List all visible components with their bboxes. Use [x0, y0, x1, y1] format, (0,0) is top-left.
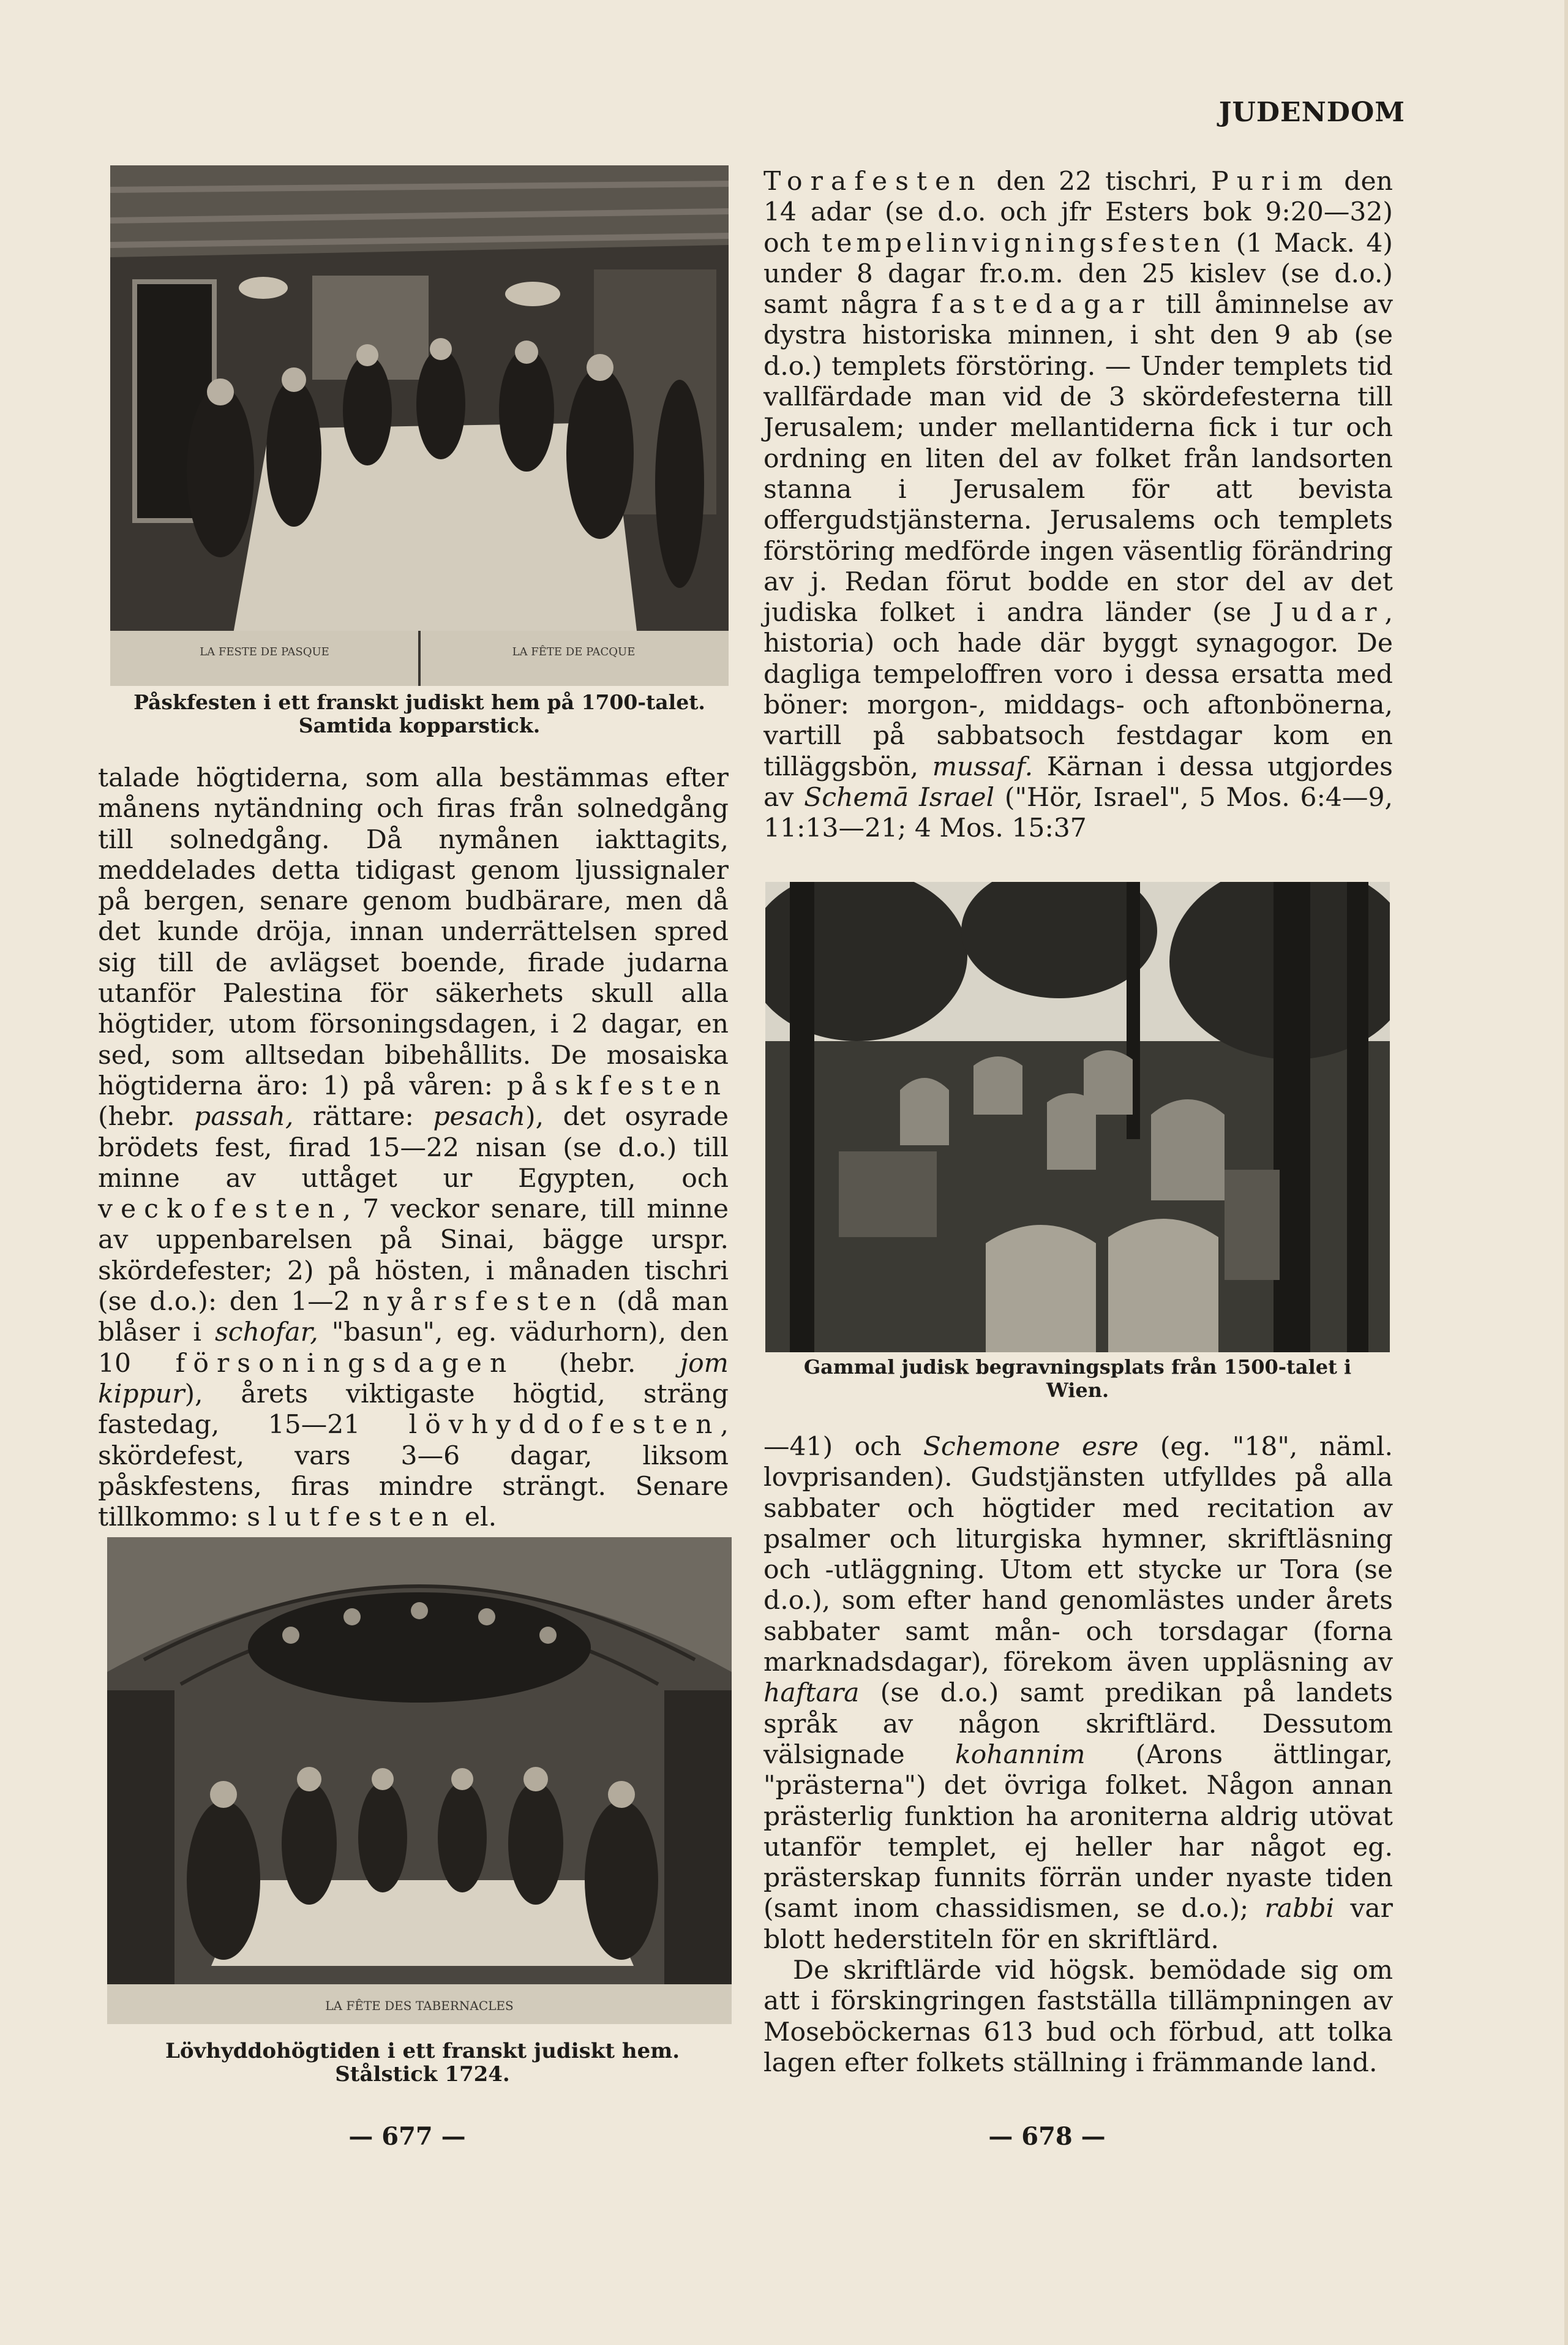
sukkot-engraving	[107, 1537, 732, 2024]
figure2-caption: Lövhyddohögtiden i ett franskt judiskt hem. Stålstick 1724.	[165, 2039, 680, 2087]
plate-inscription: LA FÊTE DES TABERNACLES	[325, 1998, 514, 2013]
left-paragraph: talade högtiderna, som alla bestämmas efter månens nytändning och firas från solnedgång till solnedgång. Då nymånen iakttagits, meddelades detta tidigast genom ljussignaler på bergen, senare genom budbärare, men då det kunde dröja, innan underrättelsen spred sig till de avlägset boende, firade judarna utanför Palestina för säkerhets skull alla högtider, utom försoningsdagen, i 2 dagar, en sed, som alltsedan bibehållits. De mosaiska högtiderna äro: 1) på våren: påskfesten (hebr. passah, rättare: pesach), det osyrade brödets fest, firad 15—22 nisan (se d.o.) till minne av uttåget ur Egypten, och veckofesten, 7 veckor senare, till minne av uppenbarelsen på Sinai, bägge urspr. skördefester; 2) på hösten, i månaden tischri (se d.o.): den 1—2 nyårsfesten (då man blåser i schofar, "basun", eg. vädurhorn), den 10 försoningsdagen (hebr. jom kippur), årets viktigaste högtid, sträng fastedag, 15—21 lövhyddofesten, skördefest, vars 3—6 dagar, liksom påskfestens, firas mindre strängt. Senare tillkommo: slutfesten el.	[98, 763, 729, 1533]
left-column	[98, 763, 729, 1533]
figure1-caption: Påskfesten i ett franskt judiskt hem på 1700-talet. Samtida kopparstick.	[133, 690, 705, 737]
figure3-caption: Gammal judisk begravningsplats från 1500-talet i Wien.	[803, 1355, 1352, 1402]
right-folio: — 678 —	[988, 2122, 1106, 2151]
left-folio: — 677 —	[348, 2122, 466, 2151]
running-head: JUDENDOM	[1218, 97, 1405, 128]
plate-inscription-right: LA FÊTE DE PACQUE	[512, 646, 636, 658]
cemetery-photograph	[765, 882, 1390, 1352]
plate-inscription-left: LA FESTE DE PASQUE	[200, 646, 329, 658]
right-column-bottom	[763, 1432, 1393, 2093]
right-paragraph-top: Torafesten den 22 tischri, Purim den 14 adar (se d.o. och jfr Esters bok 9:20—32) och tempelinvigningsfesten (1 Mack. 4) under 8 dagar fr.o.m. den 25 kislev (se d.o.) samt några fastedagar till åminnelse av dystra historiska minnen, i sht den 9 ab (se d.o.) templets förstöring. — Under templets tid vallfärdade man vid de 3 skördefesterna till Jerusalem; under mellantiderna fick i tur och ordning en liten del av folket från landsorten stanna i Jerusalem för att bevista offergudstjänsterna. Jerusalems och templets förstöring medförde ingen väsentlig förändring av j. Redan förut bodde en stor del av det judiska folket i andra länder (se Judar, historia) och hade där byggt synagogor. De dagliga tempeloffren voro i dessa ersatta med böner: morgon-, middags- och aftonbönerna, vartill på sabbatsoch festdagar kom en tilläggsbön, mussaf. Kärnan i dessa utgjordes av Schemā Israel ("Hör, Israel", 5 Mos. 6:4—9, 11:13—21; 4 Mos. 15:37	[763, 167, 1394, 844]
right-paragraph-2b: De skriftlärde vid högsk. bemödade sig om att i förskingringen fastställa tillämpningen av Moseböckernas 613 bud och förbud, att tolka lagen efter folkets ställning i främmande land.	[763, 1955, 1393, 2078]
right-paragraph-2a: —41) och Schemone esre (eg. "18", näml. lovprisanden). Gudstjänsten utfylldes på alla sabbater och högtider med recitation av psalmer och liturgiska hymner, skriftläsning och -utläggning. Utom ett stycke ur Tora (se d.o.), som efter hand genomlästes under årets sabbater samt mån- och torsdagar (forna marknadsdagar), förekom även uppläsning av haftara (se d.o.) samt predikan på landets språk av någon skriftlärd. Dessutom välsignade kohannim (Arons ättlingar, "prästerna") det övriga folket. Någon annan prästerlig funktion ha aroniterna aldrig utövat utanför templet, ej heller har något eg. prästerskap funnits förrän under nyaste tiden (samt inom chassidismen, se d.o.); rabbi var blott hederstiteln för en skriftlärd.	[763, 1432, 1393, 1955]
right-column-top	[763, 167, 1393, 871]
passover-engraving	[110, 165, 729, 686]
